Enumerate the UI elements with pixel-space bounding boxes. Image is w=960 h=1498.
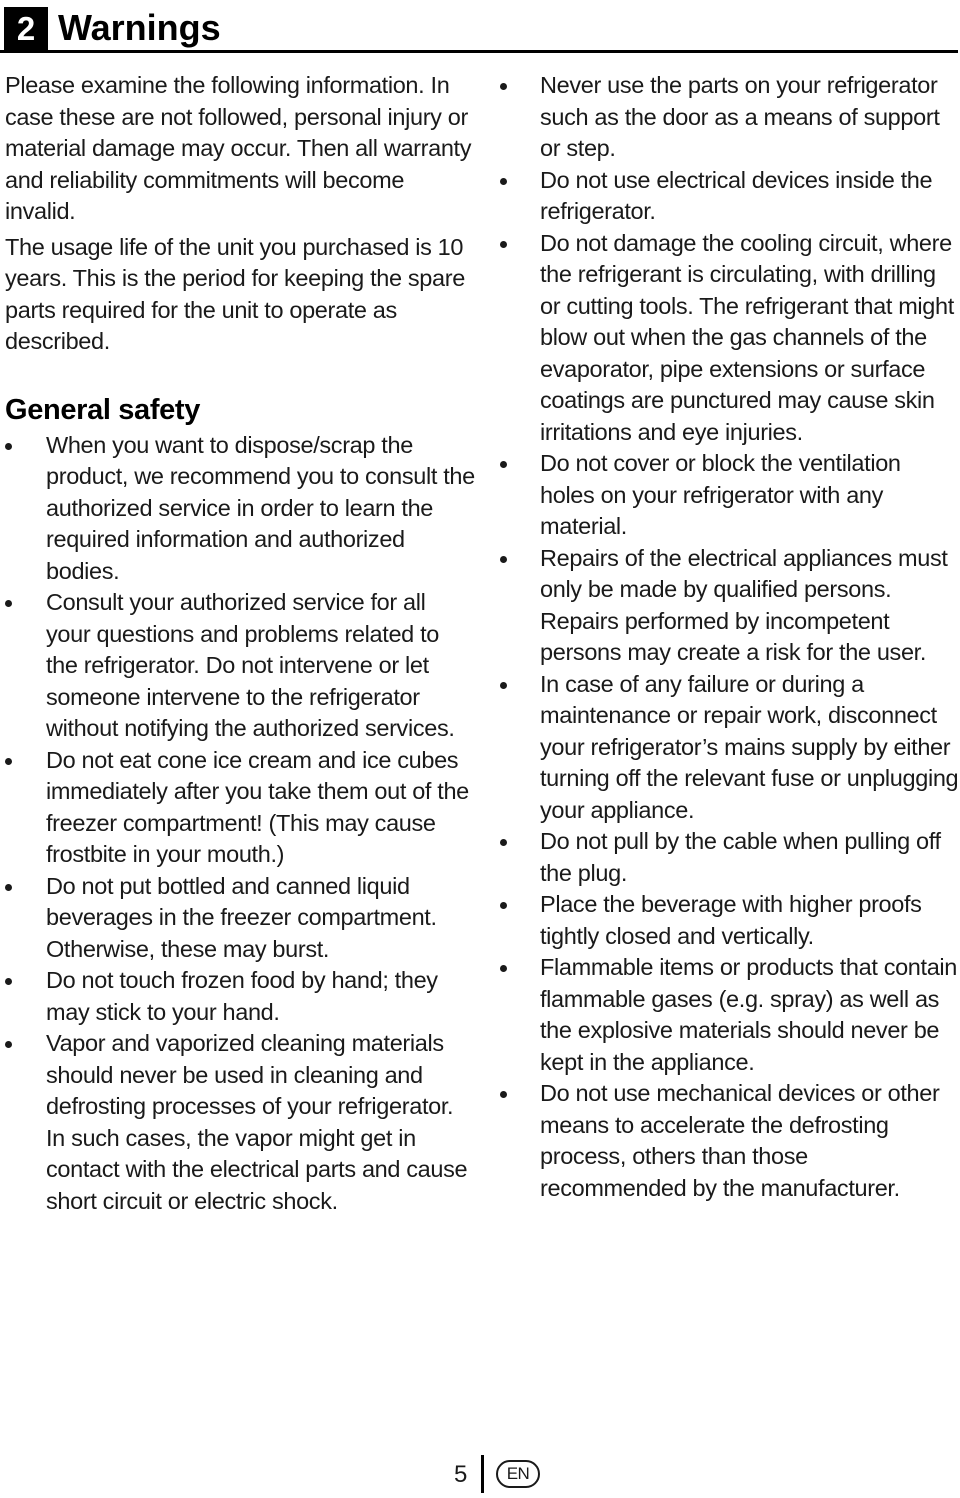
list-item-text: Do not pull by the cable when pulling off the plug. <box>540 828 941 886</box>
list-item-text: Do not put bottled and canned liquid beverages in the freezer compartment. Otherwise, these may burst. <box>46 872 437 962</box>
list-item <box>500 543 960 669</box>
right-column <box>500 70 960 1204</box>
footer-divider <box>481 1455 484 1493</box>
bullet-icon <box>500 1091 507 1098</box>
bullet-icon <box>500 902 507 909</box>
intro-paragraph: The usage life of the unit you purchased is 10 years. This is the period for keeping the spare parts required for the unit to operate as described. <box>5 233 465 354</box>
list-item-text: Repairs of the electrical appliances must only be made by qualified persons. Repairs performed by incompetent persons may create a risk for the user. <box>540 544 948 665</box>
bullet-icon <box>500 241 507 248</box>
list-item-text: When you want to dispose/scrap the product, we recommend you to consult the authorized service in order to learn the required information and authorized bodies. <box>46 431 475 584</box>
list-item <box>500 228 960 449</box>
list-item-text: Flammable items or products that contain flammable gases (e.g. spray) as well as the explosive materials should never be kept in the appliance. <box>540 954 958 1075</box>
list-item <box>500 669 960 827</box>
safety-list-right <box>500 70 960 1204</box>
list-item-text: Do not cover or block the ventilation holes on your refrigerator with any material. <box>540 450 901 539</box>
bullet-icon <box>5 978 12 985</box>
list-item-text: Do not use mechanical devices or other means to accelerate the defrosting process, others than those recommended by the manufacturer. <box>540 1080 940 1201</box>
bullet-icon <box>5 443 12 450</box>
list-item <box>5 1028 475 1217</box>
bullet-icon <box>500 682 507 689</box>
left-column <box>5 70 475 1217</box>
list-item-text: Do not damage the cooling circuit, where the refrigerant is circulating, with drilling or cutting tools. The refrigerant that might blow out when the gas channels of the evaporator, pipe extensions or surface coatings are punctured may cause skin irritations and eye injuries. <box>540 229 954 445</box>
list-item-text: Do not eat cone ice cream and ice cubes immediately after you take them out of the freezer compartment! (This may cause frostbite in your mouth.) <box>46 746 469 867</box>
list-item <box>5 745 475 871</box>
list-item-text: Do not use electrical devices inside the refrigerator. <box>540 166 933 224</box>
bullet-icon <box>500 965 507 972</box>
list-item <box>500 889 960 952</box>
list-item-text: Never use the parts on your refrigerator such as the door as a means of support or step. <box>540 72 940 161</box>
list-item <box>5 587 475 745</box>
bullet-icon <box>5 884 12 891</box>
list-item <box>500 165 960 228</box>
bullet-icon <box>500 556 507 563</box>
bullet-icon <box>500 839 507 846</box>
page-footer <box>0 1455 960 1495</box>
list-item-text: In case of any failure or during a maintenance or repair work, disconnect your refrigerator’s mains supply by either turning off the relevant fuse or unplugging your appliance. <box>540 670 959 823</box>
intro-paragraph: Please examine the following information. In case these are not followed, personal injury or material damage may occur. Then all warranty and reliability commitments will become invalid. <box>5 72 472 224</box>
page-number: 5 <box>454 1461 468 1488</box>
list-item <box>5 871 475 966</box>
bullet-icon <box>500 178 507 185</box>
section-title: Warnings <box>58 7 221 48</box>
section-header <box>0 5 958 53</box>
language-badge: EN <box>496 1460 540 1488</box>
list-item-text: Place the beverage with higher proofs tightly closed and vertically. <box>540 891 922 949</box>
list-item-text: Consult your authorized service for all your questions and problems related to the refrigerator. Do not intervene or let someone intervene to the refrigerator without notifying the authorized services. <box>46 589 455 741</box>
list-item <box>500 70 960 165</box>
general-safety-heading: General safety <box>5 393 200 426</box>
bullet-icon <box>500 461 507 468</box>
safety-list-left <box>5 430 475 1218</box>
bullet-icon <box>5 1041 12 1048</box>
list-item <box>500 1078 960 1204</box>
list-item-text: Vapor and vaporized cleaning materials should never be used in cleaning and defrosting processes of your refrigerator. In such cases, the vapor might get in contact with the electrical parts and cause short circuit or electric shock. <box>46 1030 468 1214</box>
bullet-icon <box>500 83 507 90</box>
list-item <box>500 826 960 889</box>
list-item <box>500 448 960 543</box>
bullet-icon <box>5 600 12 607</box>
section-number: 2 <box>4 7 48 51</box>
list-item-text: Do not touch frozen food by hand; they may stick to your hand. <box>46 967 438 1025</box>
list-item <box>500 952 960 1078</box>
list-item <box>5 430 475 588</box>
list-item <box>5 965 475 1028</box>
bullet-icon <box>5 758 12 765</box>
